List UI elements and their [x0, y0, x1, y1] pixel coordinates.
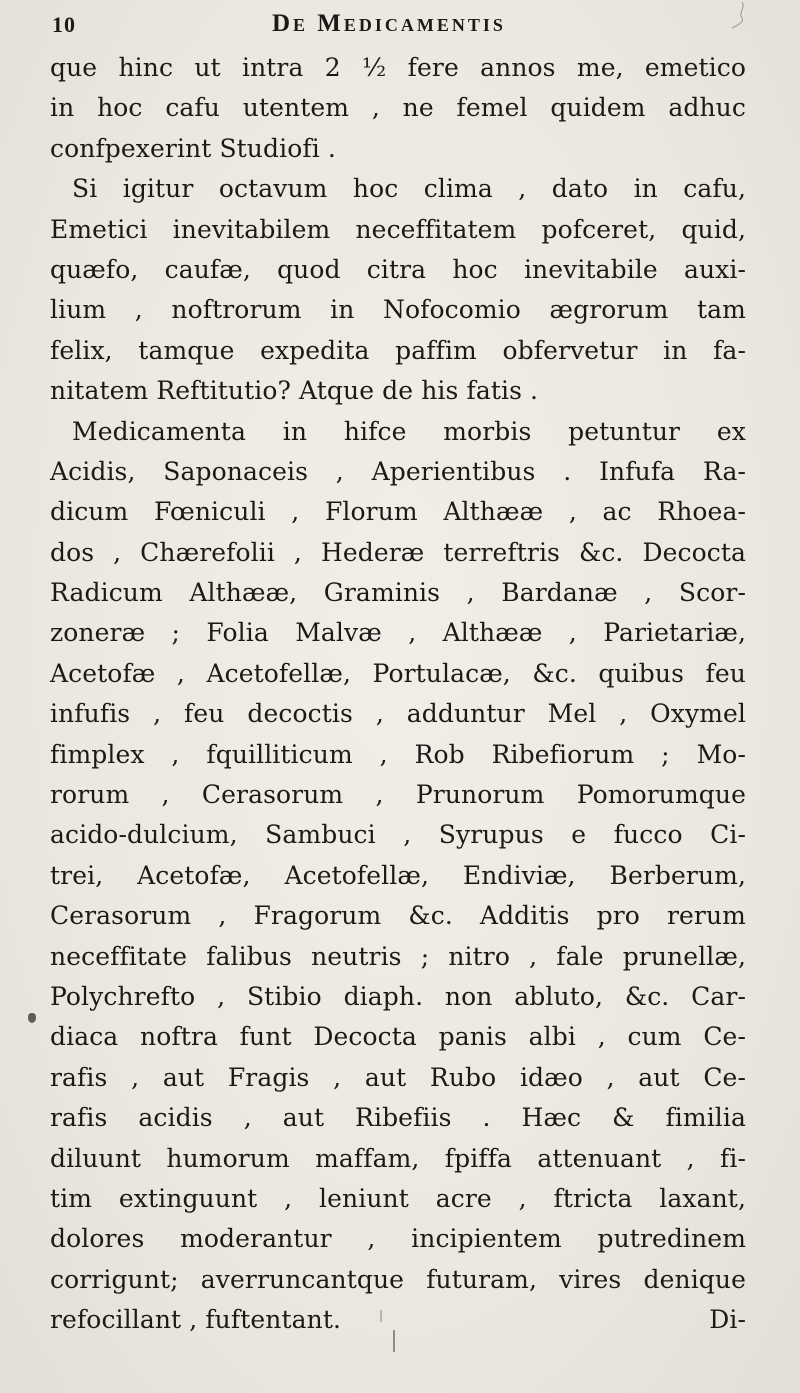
- page-header: [52, 12, 742, 42]
- text-line: que hinc ut intra 2 ½ fere annos me, emetico: [50, 53, 746, 82]
- page-number: 10: [52, 12, 76, 37]
- text-line: felix, tamque expedita paffim obfervetur in fa-: [50, 335, 746, 365]
- text-line: zoneræ ; Folia Malvæ , Althææ , Parietariæ,: [50, 618, 746, 648]
- text-line: lium , noftrorum in Nofocomio ægrorum tam: [50, 295, 746, 325]
- running-title: De Medicamentis: [272, 10, 506, 37]
- text-line: Radicum Althææ, Graminis , Bardanæ , Scor-: [50, 578, 746, 608]
- text-line: neceffitate falibus neutris ; nitro , fale prunellæ,: [50, 941, 746, 971]
- text-line: Polychrefto , Stibio diaph. non abluto, &c. Car-: [50, 981, 746, 1011]
- text-line: diluunt humorum maffam, fpiffa attenuant , fi-: [50, 1143, 746, 1173]
- text-line: quæfo, caufæ, quod citra hoc inevitabile auxi-: [50, 254, 746, 284]
- text-line: fimplex , fquilliticum , Rob Ribefiorum ; Mo-: [50, 739, 746, 769]
- page-mark: [380, 1310, 382, 1322]
- text-line: dos , Chærefolii , Hederæ terreftris &c. Decocta: [50, 537, 746, 567]
- text-line: acido-dulcium, Sambuci , Syrupus e fucco Ci-: [50, 820, 746, 850]
- catchword: Di-: [709, 1305, 746, 1335]
- text-line: dolores moderantur , incipientem putredinem: [50, 1224, 746, 1254]
- text-line: Si igitur octavum hoc clima , dato in cafu,: [72, 174, 746, 204]
- text-line: dicum Fœniculi , Florum Althææ , ac Rhoea-: [50, 497, 746, 527]
- text-line: corrigunt; averruncantque futuram, vires denique: [50, 1264, 746, 1294]
- text-line: in hoc cafu utentem , ne femel quidem adhuc: [50, 93, 746, 123]
- text-line: refocillant , fuftentant.: [50, 1305, 342, 1335]
- ink-blot: [28, 1013, 36, 1023]
- text-line: diaca noftra funt Decocta panis albi , cum Ce-: [50, 1022, 746, 1052]
- text-line: rafis acidis , aut Ribefiis . Hæc & fimilia: [50, 1103, 746, 1133]
- body-text: [50, 48, 746, 1341]
- text-line: rafis , aut Fragis , aut Rubo idæo , aut Ce-: [50, 1062, 746, 1092]
- text-line-last: [50, 1300, 746, 1340]
- text-line: trei, Acetofæ, Acetofellæ, Endiviæ, Berberum,: [50, 860, 746, 890]
- page-mark: [393, 1330, 395, 1352]
- text-line: Acidis, Saponaceis , Aperientibus . Infufa Ra-: [50, 456, 746, 486]
- text-line: rorum , Cerasorum , Prunorum Pomorumque: [50, 780, 746, 810]
- text-line: Emetici inevitabilem neceffitatem pofceret, quid,: [50, 214, 746, 244]
- text-line: Medicamenta in hifce morbis petuntur ex: [72, 416, 746, 446]
- text-line: Acetofæ , Acetofellæ, Portulacæ, &c. quibus feu: [50, 658, 746, 688]
- text-line: confpexerint Studiofi .: [50, 133, 336, 163]
- text-line: nitatem Reftitutio? Atque de his fatis .: [50, 376, 539, 406]
- text-line: infufis , feu decoctis , adduntur Mel , Oxymel: [50, 699, 746, 729]
- text-line: Cerasorum , Fragorum &c. Additis pro rerum: [50, 901, 746, 931]
- text-line: tim extinguunt , leniunt acre , ftricta laxant,: [50, 1183, 746, 1213]
